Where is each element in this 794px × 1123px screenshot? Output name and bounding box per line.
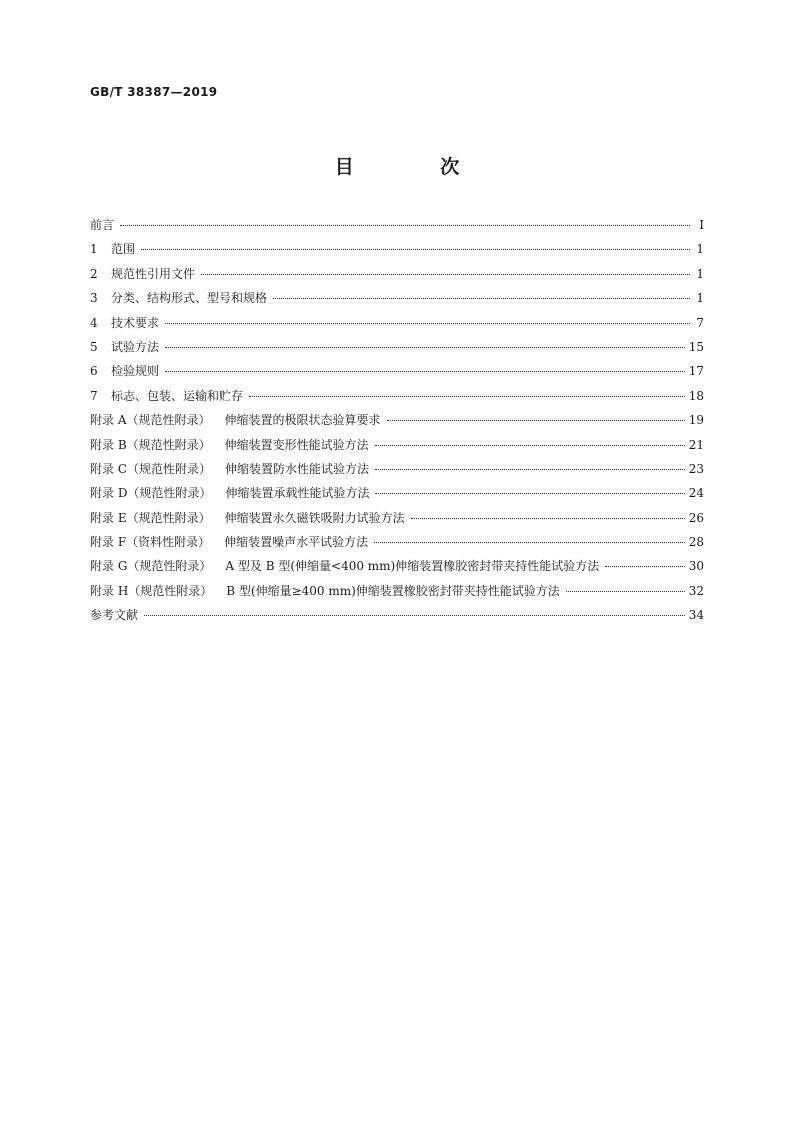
toc-entry-page-number: 24 <box>688 486 704 501</box>
toc-entry-title: 范围 <box>111 242 136 257</box>
toc-entry-appendix-label: 附录 B（规范性附录） <box>90 437 211 452</box>
toc-entry-page-number: Ⅰ <box>699 218 704 232</box>
toc-entry[interactable] <box>90 484 704 508</box>
toc-entry-title: 伸缩装置噪声水平试验方法 <box>224 535 369 550</box>
toc-dot-leader <box>165 323 690 324</box>
toc-entry-title: 技术要求 <box>111 315 160 330</box>
standard-code: GB/T 38387—2019 <box>90 85 218 99</box>
toc-entry[interactable] <box>90 265 704 289</box>
toc-entry-appendix-label: 附录 F（资料性附录） <box>90 535 211 550</box>
toc-entry-title: 检验规则 <box>111 364 160 379</box>
toc-entry-page-number: 21 <box>688 437 704 452</box>
toc-entry-page-number: 28 <box>688 535 704 550</box>
toc-dot-leader <box>605 566 684 567</box>
toc-entry-title: A 型及 B 型(伸缩量<400 mm)伸缩装置橡胶密封带夹持性能试验方法 <box>225 559 600 574</box>
toc-entry-appendix-label: 附录 E（规范性附录） <box>90 510 211 525</box>
toc-dot-leader <box>375 493 684 494</box>
toc-entry[interactable] <box>90 314 704 338</box>
toc-entry[interactable] <box>90 216 704 240</box>
toc-entry-page-number: 7 <box>696 315 704 330</box>
toc-entry-number: 1 <box>90 242 98 257</box>
toc-entry-appendix-label: 附录 D（规范性附录） <box>90 486 212 501</box>
toc-dot-leader <box>165 347 685 348</box>
toc-entry-title: 前言 <box>90 218 115 232</box>
toc-entry-title: 伸缩装置防水性能试验方法 <box>225 461 370 476</box>
toc-entry-number: 7 <box>90 388 98 403</box>
toc-entry-number: 2 <box>90 266 98 281</box>
toc-dot-leader <box>141 249 690 250</box>
toc-entry-title: 标志、包装、运输和贮存 <box>111 388 244 403</box>
toc-dot-leader <box>387 420 685 421</box>
toc-entry-page-number: 15 <box>688 339 704 354</box>
toc-dot-leader <box>249 396 685 397</box>
toc-entry[interactable] <box>90 436 704 460</box>
table-of-contents <box>90 216 704 631</box>
toc-entry-page-number: 1 <box>696 266 704 281</box>
toc-dot-leader <box>375 469 685 470</box>
toc-entry[interactable] <box>90 387 704 411</box>
toc-entry-appendix-label: 附录 A（规范性附录） <box>90 413 211 428</box>
toc-entry-page-number: 32 <box>688 583 704 598</box>
toc-entry[interactable] <box>90 411 704 435</box>
toc-entry[interactable] <box>90 460 704 484</box>
toc-entry[interactable] <box>90 582 704 606</box>
toc-entry-page-number: 34 <box>688 608 704 623</box>
toc-entry-appendix-label: 附录 G（规范性附录） <box>90 559 212 574</box>
toc-entry-title: 伸缩装置承载性能试验方法 <box>225 486 370 501</box>
toc-entry[interactable] <box>90 606 704 630</box>
toc-entry[interactable] <box>90 289 704 313</box>
toc-entry-title: 伸缩装置永久磁铁吸附力试验方法 <box>224 510 405 525</box>
toc-dot-leader <box>375 445 685 446</box>
toc-entry-title: 试验方法 <box>111 339 160 354</box>
page-title: 目 次 <box>334 156 500 178</box>
toc-entry-page-number: 17 <box>688 364 704 379</box>
toc-entry[interactable] <box>90 362 704 386</box>
toc-entry-page-number: 19 <box>688 413 704 428</box>
toc-entry-number: 4 <box>90 315 98 330</box>
toc-entry-page-number: 26 <box>688 510 704 525</box>
toc-dot-leader <box>120 225 690 226</box>
toc-entry-number: 3 <box>90 291 98 306</box>
toc-entry-title: 分类、结构形式、型号和规格 <box>111 291 268 306</box>
toc-entry[interactable] <box>90 509 704 533</box>
toc-entry-title: 规范性引用文件 <box>111 266 196 281</box>
toc-entry[interactable] <box>90 557 704 581</box>
toc-dot-leader <box>273 298 690 299</box>
toc-entry-page-number: 23 <box>688 461 704 476</box>
toc-entry-page-number: 1 <box>696 291 704 306</box>
toc-entry-appendix-label: 附录 H（规范性附录） <box>90 583 213 598</box>
toc-entry-page-number: 30 <box>688 559 704 574</box>
toc-entry-title: 参考文献 <box>90 608 139 623</box>
toc-entry-number: 6 <box>90 364 98 379</box>
toc-entry-page-number: 1 <box>696 242 704 257</box>
toc-dot-leader <box>201 274 690 275</box>
toc-dot-leader <box>411 518 685 519</box>
toc-entry-page-number: 18 <box>688 388 704 403</box>
toc-entry[interactable] <box>90 533 704 557</box>
toc-entry-title: B 型(伸缩量≥400 mm)伸缩装置橡胶密封带夹持性能试验方法 <box>226 583 560 598</box>
toc-entry[interactable] <box>90 338 704 362</box>
toc-entry-title: 伸缩装置的极限状态验算要求 <box>224 413 381 428</box>
toc-dot-leader <box>566 591 685 592</box>
toc-dot-leader <box>165 371 685 372</box>
toc-dot-leader <box>374 542 685 543</box>
toc-entry-title: 伸缩装置变形性能试验方法 <box>224 437 369 452</box>
toc-entry-appendix-label: 附录 C（规范性附录） <box>90 461 211 476</box>
toc-entry[interactable] <box>90 240 704 264</box>
toc-entry-number: 5 <box>90 339 98 354</box>
toc-dot-leader <box>144 615 685 616</box>
